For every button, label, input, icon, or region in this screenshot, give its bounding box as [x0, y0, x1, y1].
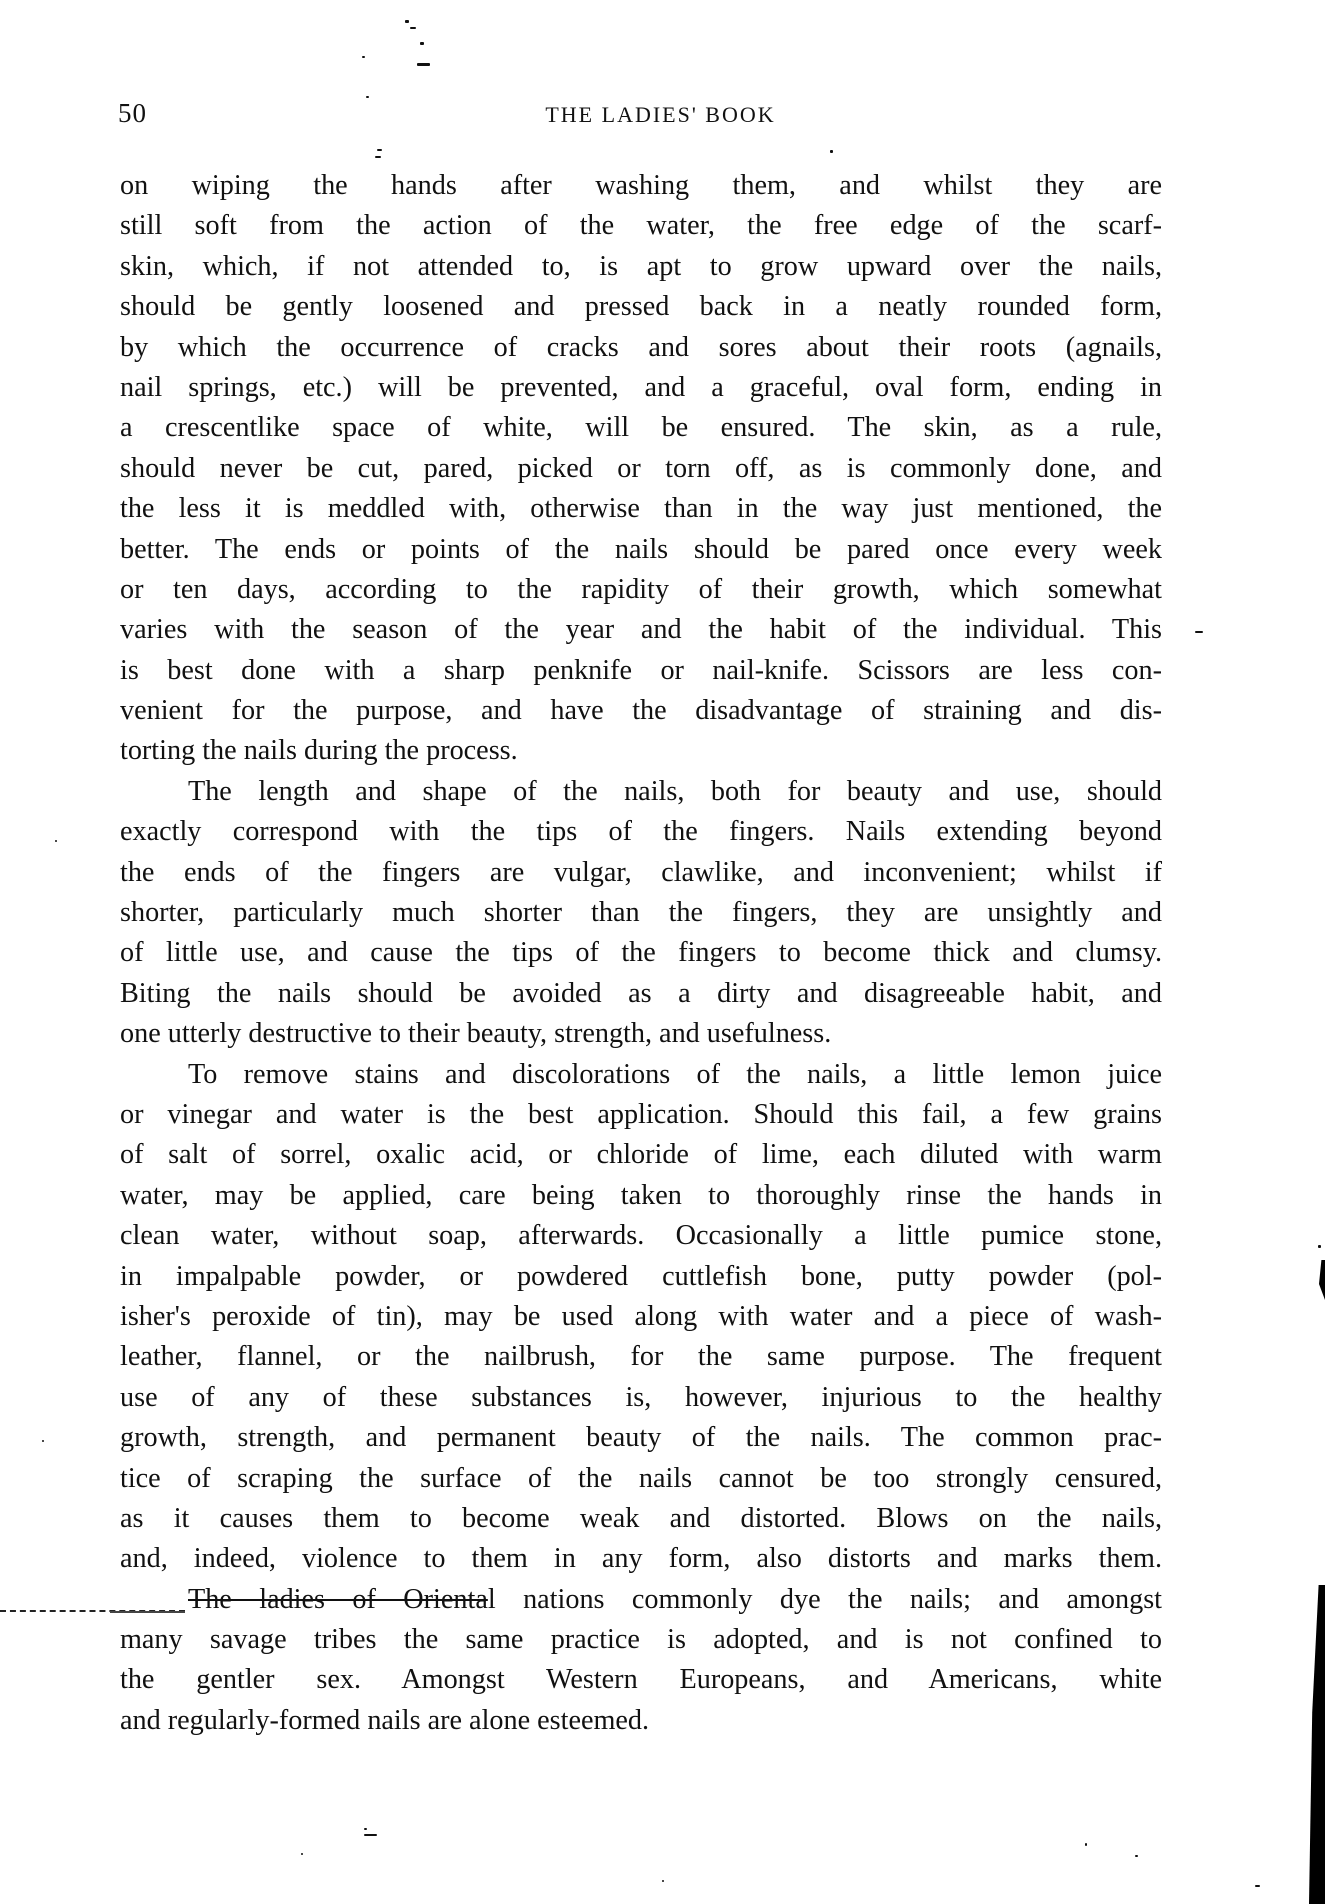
text-line: Biting the nails should be avoided as a dirty and disagreeable habit, and	[120, 977, 1162, 1009]
text-line: and regularly-formed nails are alone esteemed.	[120, 1704, 650, 1736]
text-line: The length and shape of the nails, both for beauty and use, should	[188, 775, 1162, 807]
running-head	[118, 98, 1163, 134]
text-line: of little use, and cause the tips of the fingers to become thick and clumsy.	[120, 937, 1162, 969]
text-line: To remove stains and discolorations of the nails, a little lemon juice	[188, 1058, 1162, 1090]
text-line: exactly correspond with the tips of the fingers. Nails extending beyond	[120, 816, 1162, 848]
page-edge-mark	[1319, 1260, 1325, 1300]
scan-speck	[377, 149, 382, 151]
text-line: by which the occurrence of cracks and sores about their roots (agnails,	[120, 331, 1162, 363]
page-edge-shadow	[1309, 1585, 1325, 1904]
text-line: many savage tribes the same practice is adopted, and is not confined to	[120, 1624, 1162, 1656]
scan-speck	[410, 27, 416, 29]
running-title: THE LADIES' BOOK	[545, 102, 776, 127]
text-line: the ends of the fingers are vulgar, clawlike, and inconvenient; whilst if	[120, 856, 1162, 888]
text-line: a crescentlike space of white, will be ensured. The skin, as a rule,	[120, 412, 1162, 444]
scan-speck	[662, 1880, 664, 1882]
text-line: and, indeed, violence to them in any form, also distorts and marks them.	[120, 1543, 1162, 1575]
text-line: or vinegar and water is the best application. Should this fail, a few grains	[120, 1098, 1162, 1130]
text-line: one utterly destructive to their beauty, strength, and usefulness.	[120, 1018, 832, 1050]
text-line: should be gently loosened and pressed back in a neatly rounded form,	[120, 291, 1162, 323]
text-line: as it causes them to become weak and distorted. Blows on the nails,	[120, 1502, 1162, 1534]
paragraph-3	[120, 1055, 1162, 1580]
scan-speck	[420, 42, 424, 45]
text-line: growth, strength, and permanent beauty of the nails. The common prac-	[120, 1422, 1162, 1454]
scan-speck	[1318, 1245, 1321, 1248]
scan-speck	[364, 1828, 367, 1830]
text-line: the less it is meddled with, otherwise than in the way just mentioned, the	[120, 493, 1162, 525]
text-line: or ten days, according to the rapidity of their growth, which somewhat	[120, 573, 1162, 605]
paragraph-4	[120, 1580, 1162, 1742]
text-line: leather, flannel, or the nailbrush, for the same purpose. The frequent	[120, 1341, 1162, 1373]
scan-speck	[1085, 1843, 1087, 1846]
text-line: still soft from the action of the water, the free edge of the scarf-	[120, 210, 1162, 242]
paragraph-1	[120, 166, 1162, 772]
scan-speck	[366, 96, 369, 98]
text-line: nail springs, etc.) will be prevented, and a graceful, oval form, ending in	[120, 371, 1162, 403]
scan-speck	[1135, 1855, 1138, 1857]
text-line: in impalpable powder, or powdered cuttlefish bone, putty powder (pol-	[120, 1260, 1162, 1292]
margin-dash-rule-short	[110, 1611, 185, 1613]
scan-speck	[417, 63, 430, 66]
text-line: isher's peroxide of tin), may be used along with water and a piece of wash-	[120, 1300, 1162, 1332]
scan-speck	[301, 1853, 303, 1855]
text-line: torting the nails during the process.	[120, 735, 518, 767]
struck-through-text: The ladies of Orienta	[188, 1583, 488, 1615]
text-line: clean water, without soap, afterwards. Occasionally a little pumice stone,	[120, 1220, 1162, 1252]
text-line: tice of scraping the surface of the nails cannot be too strongly censured,	[120, 1462, 1162, 1494]
text-line: should never be cut, pared, picked or torn off, as is commonly done, and	[120, 452, 1162, 484]
text-line: is best done with a sharp penknife or nail-knife. Scissors are less con-	[120, 654, 1162, 686]
scan-speck	[1195, 631, 1203, 633]
text-line: water, may be applied, care being taken to thoroughly rinse the hands in	[120, 1179, 1162, 1211]
text-line: venient for the purpose, and have the disadvantage of straining and dis-	[120, 695, 1162, 727]
text-line: varies with the season of the year and the habit of the individual. This	[120, 614, 1162, 646]
text-line: of salt of sorrel, oxalic acid, or chloride of lime, each diluted with warm	[120, 1139, 1162, 1171]
text-fragment: l nations commonly dye the nails; and amongst	[487, 1583, 1162, 1615]
paragraph-2	[120, 772, 1162, 1055]
text-line-with-strikethrough	[120, 1580, 1162, 1620]
text-line: shorter, particularly much shorter than the fingers, they are unsightly and	[120, 897, 1162, 929]
scan-speck	[362, 56, 365, 58]
text-line: use of any of these substances is, however, injurious to the healthy	[120, 1381, 1162, 1413]
scan-speck	[405, 20, 409, 23]
scan-speck	[364, 1834, 377, 1836]
scan-speck	[55, 840, 57, 842]
page-number: 50	[118, 98, 147, 128]
body-text	[120, 166, 1162, 1741]
text-line: better. The ends or points of the nails should be pared once every week	[120, 533, 1162, 565]
scan-speck	[375, 156, 381, 158]
text-line: on wiping the hands after washing them, and whilst they are	[120, 170, 1162, 201]
text-line: the gentler sex. Amongst Western Europeans, and Americans, white	[120, 1664, 1162, 1696]
scan-speck	[1255, 1885, 1260, 1887]
scan-speck	[830, 150, 833, 153]
text-line: skin, which, if not attended to, is apt to grow upward over the nails,	[120, 250, 1162, 282]
scan-speck	[42, 1440, 44, 1442]
